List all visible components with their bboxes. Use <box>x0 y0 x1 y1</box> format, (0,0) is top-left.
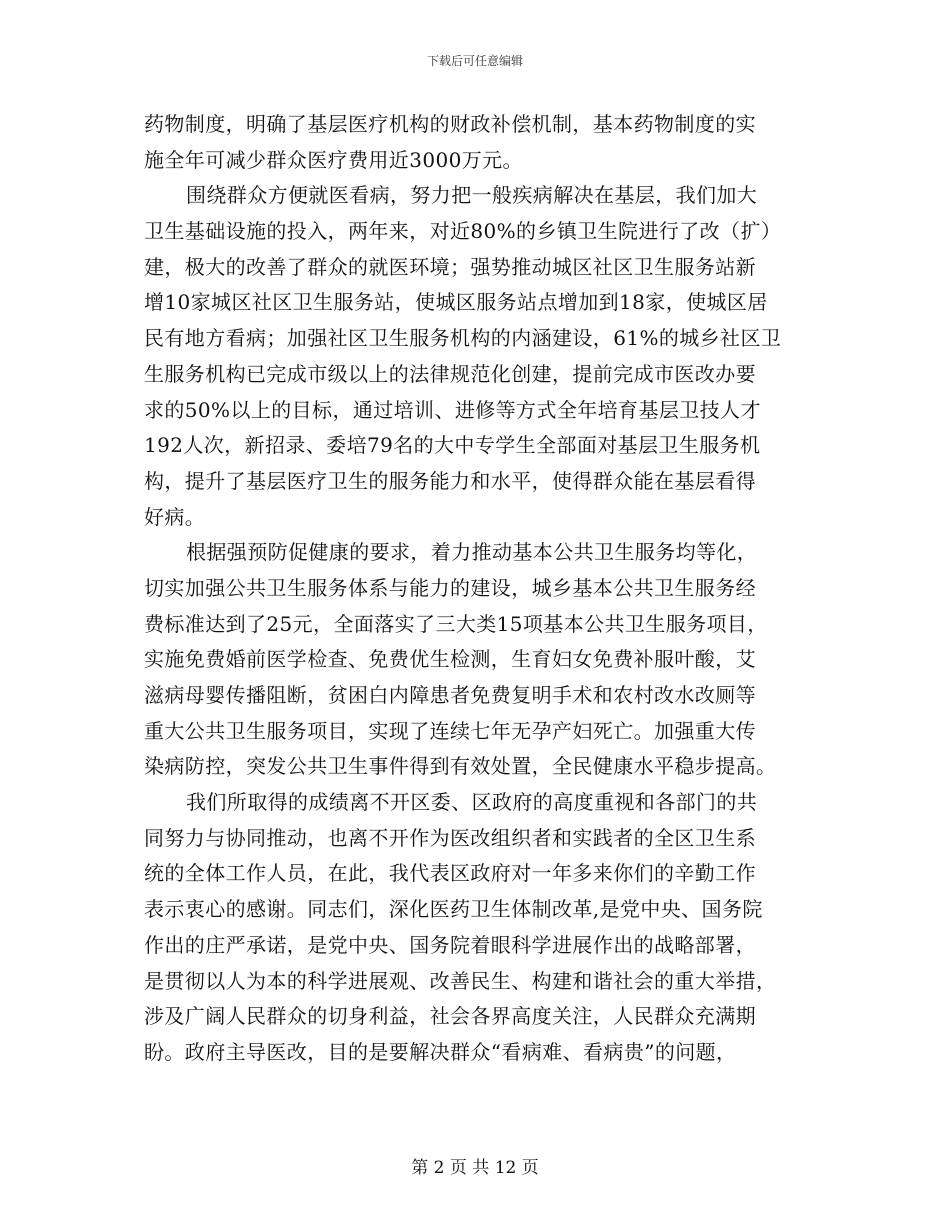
text-line: 构，提升了基层医疗卫生的服务能力和水平，使得群众能在基层看得 <box>144 468 756 493</box>
text-line: 建，极大的改善了群众的就医环境；强势推动城区社区卫生服务站新 <box>144 254 756 279</box>
text-line: 滋病母婴传播阻断，贫困白内障患者免费复明手术和农村改水改厕等 <box>144 683 756 707</box>
text-line: 药物制度，明确了基层医疗机构的财政补偿机制，基本药物制度的实 <box>144 112 756 136</box>
text-line: 费标准达到了25元，全面落实了三大类15项基本公共卫生服务项目， <box>144 611 768 636</box>
text-line: 盼。政府主导医改，目的是要解决群众“看病难、看病贵”的问题， <box>144 1039 737 1064</box>
text-line: 生服务机构已完成市级以上的法律规范化创建，提前完成市医改办要 <box>144 361 756 386</box>
text-line: 施全年可减少群众医疗费用近3000万元。 <box>144 147 523 172</box>
text-line: 涉及广阔人民群众的切身利益，社会各界高度关注，人民群众充满期 <box>144 1004 756 1029</box>
text-line: 求的50%以上的目标，通过培训、进修等方式全年培育基层卫技人才 <box>144 397 761 422</box>
text-line: 实施免费婚前医学检查、免费优生检测，生育妇女免费补服叶酸，艾 <box>144 647 756 672</box>
text-line: 作出的庄严承诺，是党中央、国务院着眼科学进展作出的战略部署， <box>144 932 756 957</box>
text-line: 重大公共卫生服务项目，实现了连续七年无孕产妇死亡。加强重大传 <box>144 718 756 743</box>
text-line: 192人次，新招录、委培79名的大中专学生全部面对基层卫生服务机 <box>144 433 761 458</box>
text-line: 增10家城区社区卫生服务站，使城区服务站点增加到18家，使城区居 <box>144 290 768 315</box>
paragraph-first-line: 围绕群众方便就医看病，努力把一般疾病解决在基层，我们加大 <box>186 183 758 208</box>
page-number: 第 2 页 共 12 页 <box>411 1158 539 1178</box>
paragraph-first-line: 我们所取得的成绩离不开区委、区政府的高度重视和各部门的共 <box>186 790 758 815</box>
text-line: 染病防控，突发公共卫生事件得到有效处置，全民健康水平稳步提高。 <box>144 754 777 779</box>
text-line: 同努力与协同推动，也离不开作为医改组织者和实践者的全区卫生系 <box>144 825 756 850</box>
document-body <box>144 107 810 1071</box>
text-line: 卫生基础设施的投入，两年来，对近80%的乡镇卫生院进行了改（扩） <box>144 219 782 244</box>
text-line: 是贯彻以人为本的科学进展观、改善民生、构建和谐社会的重大举措， <box>144 968 777 993</box>
text-line: 好病。 <box>144 504 206 529</box>
text-line: 民有地方看病；加强社区卫生服务机构的内涵建设，61%的城乡社区卫 <box>144 326 782 351</box>
text-line: 表示衷心的感谢。同志们，深化医药卫生体制改革,是党中央、国务院 <box>144 897 763 922</box>
text-line: 切实加强公共卫生服务体系与能力的建设，城乡基本公共卫生服务经 <box>144 575 756 600</box>
page-header-note: 下载后可任意编辑 <box>426 54 523 68</box>
paragraph-first-line: 根据强预防促健康的要求，着力推动基本公共卫生服务均等化， <box>186 540 758 565</box>
text-line: 统的全体工作人员，在此，我代表区政府对一年多来你们的辛勤工作 <box>144 861 756 886</box>
